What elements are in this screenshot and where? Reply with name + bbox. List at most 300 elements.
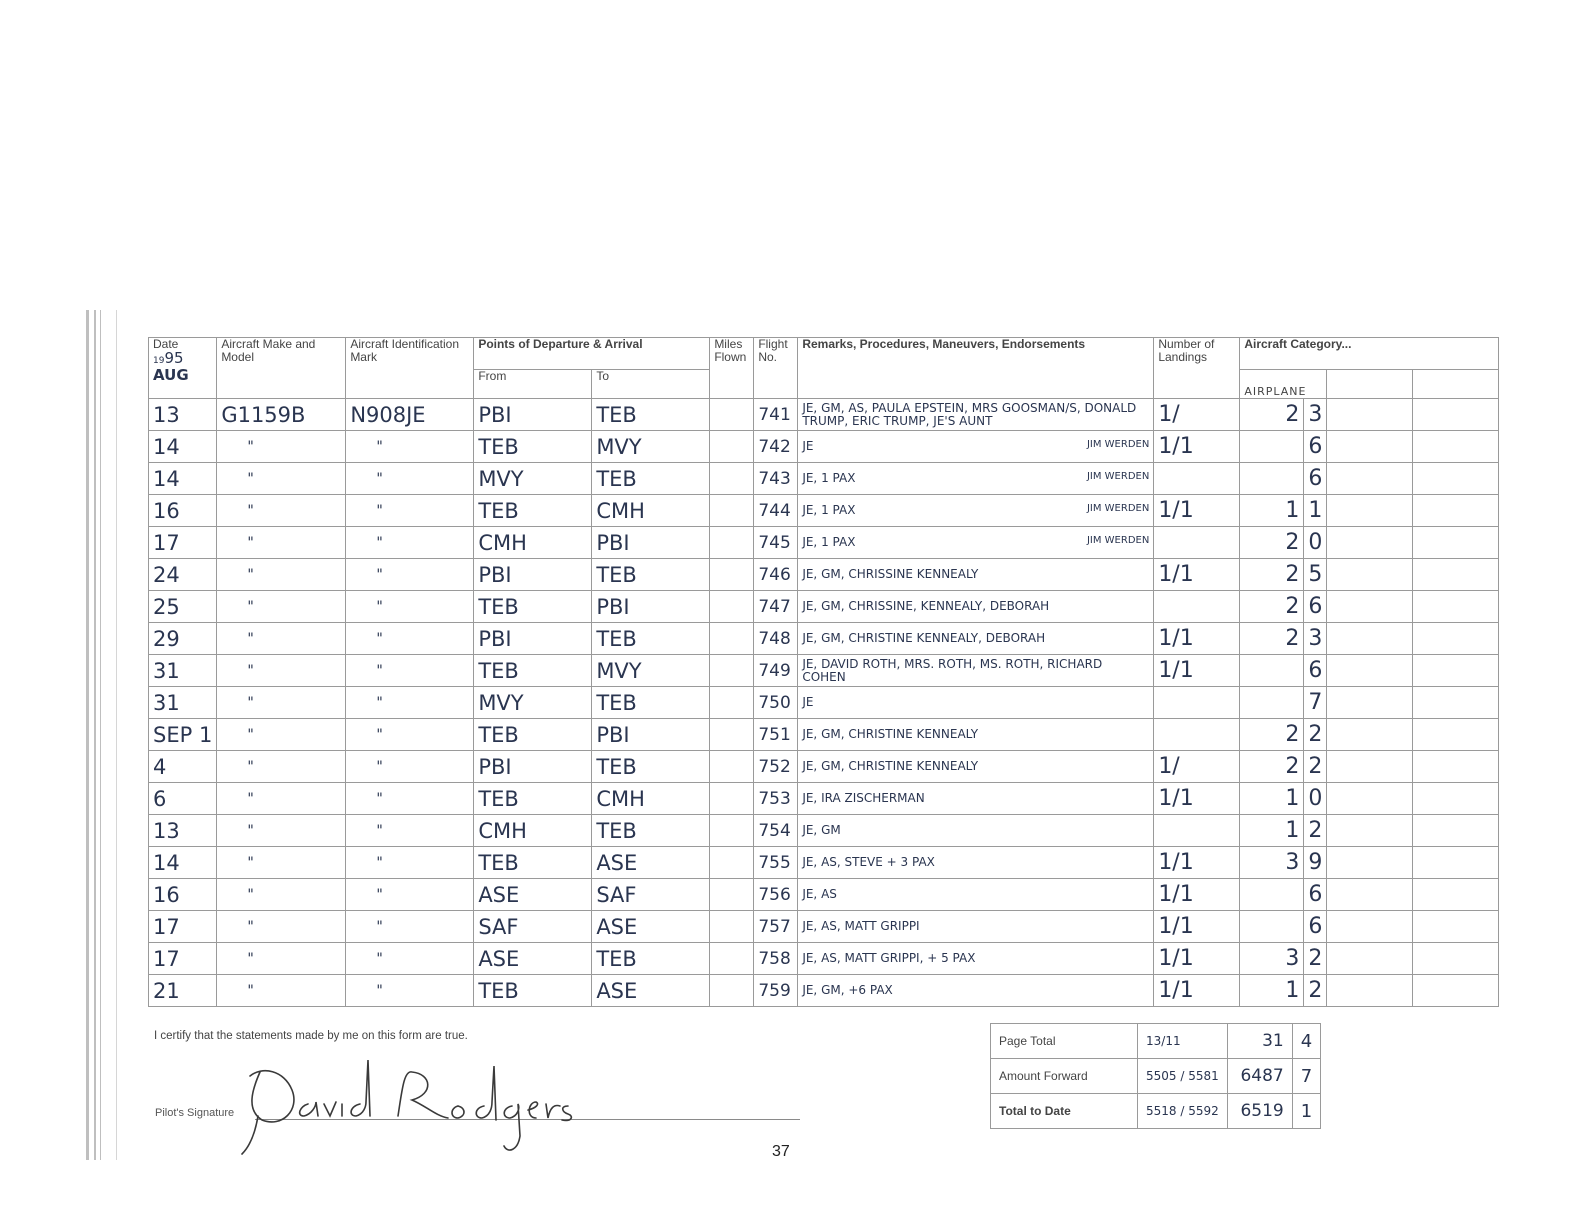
from-cell: CMH [474,815,592,847]
from-cell: MVY [474,687,592,719]
date-cell: 14 [149,431,217,463]
signature-text: David Rodgers [222,1050,229,1051]
remarks-cell [798,911,1154,943]
to-cell: TEB [592,815,710,847]
remarks-extra: JIM WERDEN [1086,471,1150,482]
category-cell-3 [1413,527,1499,559]
points-header: Points of Departure & Arrival [474,338,710,370]
remarks-text: JE, GM, +6 PAX [802,983,893,997]
make-cell: " [217,591,346,623]
log-row [149,879,1499,911]
date-cell: 14 [149,847,217,879]
miles-cell [710,623,754,655]
to-cell: TEB [592,943,710,975]
date-cell: 31 [149,687,217,719]
make-cell: " [217,879,346,911]
landings-cell [1154,591,1240,623]
ident-cell: " [346,911,474,943]
category-cell-2 [1327,495,1413,527]
ident-cell: N908JE [346,399,474,431]
date-cell: 17 [149,911,217,943]
remarks-text: JE, GM, CHRISSINE, KENNEALY, DEBORAH [802,599,1050,613]
category-col-3 [1413,369,1499,398]
remarks-text: JE, AS, STEVE + 3 PAX [802,855,935,869]
miles-cell [710,911,754,943]
ident-cell: " [346,783,474,815]
remarks-text: JE, GM, CHRISTINE KENNEALY, DEBORAH [802,631,1046,645]
totals-label: Amount Forward [991,1059,1138,1094]
category-cell-2 [1327,847,1413,879]
totals-tenths: 4 [1292,1024,1320,1059]
hours-cell: 1 [1240,783,1304,815]
remarks-text: JE, 1 PAX [802,471,856,485]
log-row [149,655,1499,687]
date-cell: 31 [149,655,217,687]
make-cell: " [217,975,346,1007]
tenths-cell: 2 [1304,719,1327,751]
miles-cell [710,719,754,751]
from-cell: TEB [474,783,592,815]
to-header: To [592,369,710,398]
from-cell: TEB [474,719,592,751]
log-row [149,431,1499,463]
landings-cell: 1/1 [1154,495,1240,527]
remarks-extra: JIM WERDEN [1086,535,1150,546]
category-cell-2 [1327,687,1413,719]
airplane-header: AIRPLANE [1240,369,1327,398]
remarks-text: JE [802,695,814,709]
hours-cell [1240,431,1304,463]
to-cell: CMH [592,495,710,527]
hours-cell [1240,655,1304,687]
miles-cell [710,783,754,815]
miles-cell [710,751,754,783]
totals-landings: 13/11 [1138,1024,1228,1059]
category-cell-2 [1327,783,1413,815]
date-cell: 6 [149,783,217,815]
category-cell-3 [1413,751,1499,783]
landings-cell [1154,527,1240,559]
miles-cell [710,655,754,687]
landings-cell: 1/1 [1154,847,1240,879]
totals-hours: 6487 [1227,1059,1292,1094]
ident-cell: " [346,591,474,623]
tenths-cell: 6 [1304,655,1327,687]
ident-cell: " [346,623,474,655]
hours-cell [1240,687,1304,719]
totals-landings: 5505 / 5581 [1138,1059,1228,1094]
date-cell: 14 [149,463,217,495]
from-cell: TEB [474,431,592,463]
flight-cell: 745 [754,527,798,559]
date-cell: 13 [149,399,217,431]
ident-cell: " [346,559,474,591]
remarks-text: JE, IRA ZISCHERMAN [802,791,925,805]
to-cell: ASE [592,911,710,943]
category-cell-3 [1413,495,1499,527]
month-value: AUG [153,366,189,384]
tenths-cell: 6 [1304,591,1327,623]
landings-cell: 1/1 [1154,655,1240,687]
date-cell: 24 [149,559,217,591]
date-label: Date [153,337,179,351]
miles-cell [710,687,754,719]
remarks-cell [798,879,1154,911]
remarks-cell [798,975,1154,1007]
hours-cell: 1 [1240,815,1304,847]
category-cell-2 [1327,815,1413,847]
totals-tenths: 7 [1292,1059,1320,1094]
miles-cell [710,815,754,847]
hours-cell: 1 [1240,975,1304,1007]
category-cell-3 [1413,815,1499,847]
from-cell: MVY [474,463,592,495]
hours-cell: 2 [1240,399,1304,431]
landings-cell: 1/ [1154,399,1240,431]
remarks-text: JE, AS, MATT GRIPPI, + 5 PAX [802,951,976,965]
to-cell: TEB [592,399,710,431]
make-cell: " [217,463,346,495]
to-cell: MVY [592,655,710,687]
ident-cell: " [346,847,474,879]
tenths-cell: 0 [1304,527,1327,559]
miles-cell [710,591,754,623]
remarks-cell [798,399,1154,431]
category-cell-2 [1327,655,1413,687]
make-cell: " [217,527,346,559]
ident-cell: " [346,975,474,1007]
date-cell: 25 [149,591,217,623]
landings-cell: 1/1 [1154,975,1240,1007]
miles-cell [710,495,754,527]
flight-cell: 744 [754,495,798,527]
totals-hours: 6519 [1227,1094,1292,1129]
date-cell: 17 [149,527,217,559]
landings-cell: 1/1 [1154,431,1240,463]
category-cell-3 [1413,431,1499,463]
remarks-text: JE, 1 PAX [802,535,856,549]
make-cell: " [217,815,346,847]
landings-cell: 1/1 [1154,783,1240,815]
miles-cell [710,943,754,975]
from-cell: TEB [474,655,592,687]
category-cell-2 [1327,591,1413,623]
from-cell: PBI [474,623,592,655]
binder-edge [94,310,96,1160]
remarks-header: Remarks, Procedures, Maneuvers, Endorsements [798,338,1154,399]
category-cell-3 [1413,719,1499,751]
log-row [149,527,1499,559]
hours-cell: 1 [1240,495,1304,527]
date-cell: SEP 1 [149,719,217,751]
date-cell: 21 [149,975,217,1007]
flight-cell: 754 [754,815,798,847]
tenths-cell: 6 [1304,911,1327,943]
flight-cell: 758 [754,943,798,975]
remarks-cell [798,527,1154,559]
totals-table [990,1023,1321,1129]
from-cell: PBI [474,559,592,591]
log-row [149,591,1499,623]
from-cell: TEB [474,975,592,1007]
remarks-text: JE, GM, CHRISTINE KENNEALY [802,727,979,741]
make-cell: " [217,623,346,655]
hours-cell: 3 [1240,847,1304,879]
ident-cell: " [346,463,474,495]
to-cell: SAF [592,879,710,911]
hours-cell [1240,911,1304,943]
landings-cell: 1/1 [1154,623,1240,655]
tenths-cell: 9 [1304,847,1327,879]
flight-cell: 749 [754,655,798,687]
category-cell-2 [1327,463,1413,495]
from-cell: SAF [474,911,592,943]
remarks-cell [798,751,1154,783]
make-cell: G1159B [217,399,346,431]
remarks-cell [798,623,1154,655]
remarks-cell [798,559,1154,591]
log-row [149,847,1499,879]
flight-cell: 747 [754,591,798,623]
tenths-cell: 0 [1304,783,1327,815]
category-col-2 [1327,369,1413,398]
ident-cell: " [346,495,474,527]
log-row [149,463,1499,495]
flight-cell: 750 [754,687,798,719]
category-cell-3 [1413,559,1499,591]
remarks-text: JE, AS, MATT GRIPPI [802,919,920,933]
from-cell: CMH [474,527,592,559]
ident-cell: " [346,719,474,751]
log-row [149,783,1499,815]
logbook-table [148,337,1499,1007]
flight-cell: 743 [754,463,798,495]
year-value: 95 [164,349,184,367]
landings-cell: 1/ [1154,751,1240,783]
make-cell: " [217,431,346,463]
ident-cell: " [346,751,474,783]
remarks-cell [798,463,1154,495]
to-cell: TEB [592,623,710,655]
landings-header: Number of Landings [1154,338,1240,399]
date-cell: 16 [149,495,217,527]
miles-cell [710,879,754,911]
tenths-cell: 1 [1304,495,1327,527]
hours-cell: 2 [1240,719,1304,751]
log-row [149,719,1499,751]
miles-cell [710,847,754,879]
log-row [149,943,1499,975]
to-cell: TEB [592,463,710,495]
from-cell: TEB [474,847,592,879]
category-cell-2 [1327,911,1413,943]
make-cell: " [217,783,346,815]
totals-row [991,1059,1321,1094]
flight-cell: 759 [754,975,798,1007]
to-cell: MVY [592,431,710,463]
category-cell-2 [1327,751,1413,783]
category-cell-3 [1413,591,1499,623]
ident-cell: " [346,527,474,559]
flight-cell: 757 [754,911,798,943]
remarks-cell [798,687,1154,719]
log-row [149,687,1499,719]
to-cell: TEB [592,559,710,591]
landings-cell [1154,815,1240,847]
category-cell-2 [1327,527,1413,559]
hours-cell: 2 [1240,527,1304,559]
category-cell-2 [1327,879,1413,911]
remarks-text: JE, 1 PAX [802,503,856,517]
totals-row [991,1094,1321,1129]
remarks-cell [798,655,1154,687]
category-cell-2 [1327,943,1413,975]
flight-cell: 741 [754,399,798,431]
hours-cell: 3 [1240,943,1304,975]
remarks-text: JE [802,439,814,453]
from-cell: PBI [474,751,592,783]
category-cell-3 [1413,943,1499,975]
flight-cell: 748 [754,623,798,655]
ident-cell: " [346,879,474,911]
category-cell-3 [1413,399,1499,431]
totals-tenths: 1 [1292,1094,1320,1129]
hours-cell: 2 [1240,591,1304,623]
miles-header: Miles Flown [710,338,754,399]
log-row [149,399,1499,431]
remarks-cell [798,591,1154,623]
log-row [149,495,1499,527]
binder-edge [100,310,101,1160]
remarks-text: JE, DAVID ROTH, MRS. ROTH, MS. ROTH, RICHARD COHEN [802,656,1103,684]
flight-cell: 742 [754,431,798,463]
totals-rows [991,1024,1321,1129]
category-cell-3 [1413,879,1499,911]
tenths-cell: 6 [1304,431,1327,463]
category-cell-2 [1327,559,1413,591]
tenths-cell: 2 [1304,751,1327,783]
landings-cell [1154,463,1240,495]
from-cell: TEB [474,495,592,527]
make-cell: " [217,847,346,879]
remarks-text: JE, GM, AS, PAULA EPSTEIN, MRS GOOSMAN/S, DONALD TRUMP, ERIC TRUMP, JE'S AUNT [802,400,1137,428]
to-cell: ASE [592,847,710,879]
remarks-text: JE, GM [802,823,841,837]
hours-cell: 2 [1240,623,1304,655]
hours-cell: 2 [1240,559,1304,591]
category-cell-2 [1327,431,1413,463]
log-row [149,559,1499,591]
landings-cell [1154,687,1240,719]
to-cell: PBI [592,527,710,559]
to-cell: CMH [592,783,710,815]
category-cell-3 [1413,687,1499,719]
date-cell: 16 [149,879,217,911]
totals-label: Page Total [991,1024,1138,1059]
date-cell: 29 [149,623,217,655]
remarks-cell [798,719,1154,751]
date-cell: 4 [149,751,217,783]
miles-cell [710,431,754,463]
log-rows [149,399,1499,1007]
hours-cell: 2 [1240,751,1304,783]
page-number: 37 [772,1143,790,1160]
ident-cell: " [346,655,474,687]
category-cell-3 [1413,463,1499,495]
make-cell: " [217,687,346,719]
landings-cell: 1/1 [1154,879,1240,911]
from-cell: PBI [474,399,592,431]
miles-cell [710,975,754,1007]
landings-cell: 1/1 [1154,943,1240,975]
date-header: Date 1995 AUG [149,338,217,399]
category-cell-2 [1327,623,1413,655]
log-row [149,911,1499,943]
hours-cell [1240,463,1304,495]
from-cell: ASE [474,943,592,975]
log-row [149,815,1499,847]
remarks-cell [798,815,1154,847]
pilot-signature [222,1050,582,1160]
tenths-cell: 2 [1304,815,1327,847]
ident-cell: " [346,431,474,463]
ident-header: Aircraft Identification Mark [346,338,474,399]
flight-header: Flight No. [754,338,798,399]
date-cell: 17 [149,943,217,975]
make-cell: " [217,559,346,591]
log-row [149,975,1499,1007]
make-header: Aircraft Make and Model [217,338,346,399]
from-cell: TEB [474,591,592,623]
totals-label: Total to Date [991,1094,1138,1129]
tenths-cell: 5 [1304,559,1327,591]
make-cell: " [217,655,346,687]
miles-cell [710,399,754,431]
pilot-signature-label: Pilot's Signature [155,1107,235,1119]
tenths-cell: 2 [1304,975,1327,1007]
date-cell: 13 [149,815,217,847]
category-cell-3 [1413,783,1499,815]
to-cell: TEB [592,751,710,783]
tenths-cell: 2 [1304,943,1327,975]
landings-cell: 1/1 [1154,559,1240,591]
miles-cell [710,463,754,495]
flight-cell: 752 [754,751,798,783]
category-cell-3 [1413,847,1499,879]
hours-cell [1240,879,1304,911]
totals-hours: 31 [1227,1024,1292,1059]
certify-statement: I certify that the statements made by me on this form are true. [154,1030,468,1042]
remarks-text: JE, GM, CHRISTINE KENNEALY [802,759,979,773]
remarks-extra: JIM WERDEN [1086,439,1150,450]
category-cell-3 [1413,623,1499,655]
tenths-cell: 3 [1304,623,1327,655]
category-cell-3 [1413,655,1499,687]
make-cell: " [217,751,346,783]
category-cell-2 [1327,399,1413,431]
ident-cell: " [346,687,474,719]
totals-landings: 5518 / 5592 [1138,1094,1228,1129]
remarks-extra: JIM WERDEN [1086,503,1150,514]
binder-edge [86,310,89,1160]
log-row [149,623,1499,655]
flight-cell: 755 [754,847,798,879]
ident-cell: " [346,943,474,975]
flight-cell: 753 [754,783,798,815]
remarks-text: JE, AS [802,887,837,901]
make-cell: " [217,911,346,943]
miles-cell [710,527,754,559]
